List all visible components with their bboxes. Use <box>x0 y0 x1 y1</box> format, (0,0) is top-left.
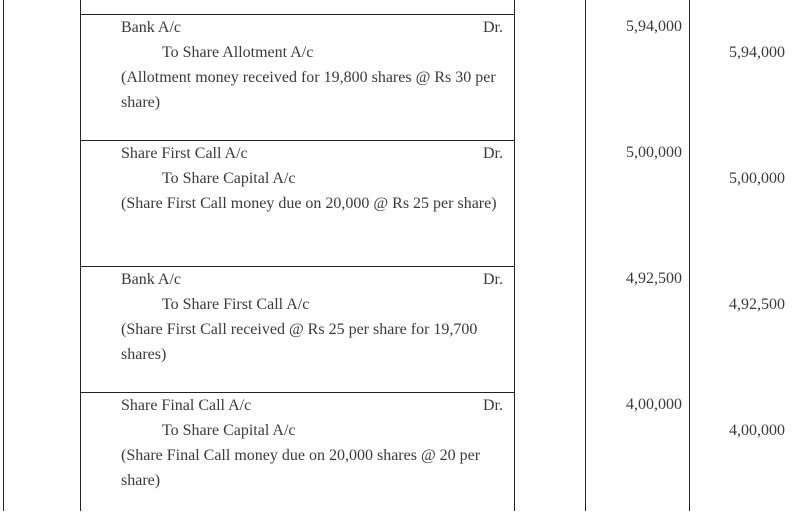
narration: (Allotment money received for 19,800 shares @ Rs 30 per share) <box>121 69 496 111</box>
debit-account: Bank A/c <box>121 271 181 288</box>
dr-label: Dr. <box>483 271 503 288</box>
journal-entry <box>0 141 797 267</box>
journal-entry <box>0 267 797 393</box>
narration: (Share First Call money due on 20,000 @ Rs 25 per share) <box>121 195 497 212</box>
journal-entry <box>0 15 797 141</box>
dr-label: Dr. <box>483 397 503 414</box>
debit-account: Bank A/c <box>121 19 181 36</box>
dr-label: Dr. <box>483 19 503 36</box>
credit-amount: 5,94,000 <box>729 44 785 61</box>
credit-account: To Share Capital A/c <box>162 170 296 187</box>
credit-amount: 4,00,000 <box>729 422 785 439</box>
journal-entry <box>0 393 797 519</box>
debit-account: Share First Call A/c <box>121 145 248 162</box>
credit-amount: 4,92,500 <box>729 296 785 313</box>
credit-account: To Share First Call A/c <box>162 296 310 313</box>
narration: (Share First Call received @ Rs 25 per share for 19,700 shares) <box>121 321 478 363</box>
debit-account: Share Final Call A/c <box>121 397 252 414</box>
credit-account: To Share Capital A/c <box>162 422 296 439</box>
credit-amount: 5,00,000 <box>729 170 785 187</box>
credit-account: To Share Allotment A/c <box>162 44 314 61</box>
debit-amount: 5,00,000 <box>626 144 682 161</box>
debit-amount: 4,92,500 <box>626 270 682 287</box>
debit-amount: 5,94,000 <box>626 18 682 35</box>
debit-amount: 4,00,000 <box>626 396 682 413</box>
narration: (Share Final Call money due on 20,000 shares @ 20 per share) <box>121 447 481 489</box>
dr-label: Dr. <box>483 145 503 162</box>
